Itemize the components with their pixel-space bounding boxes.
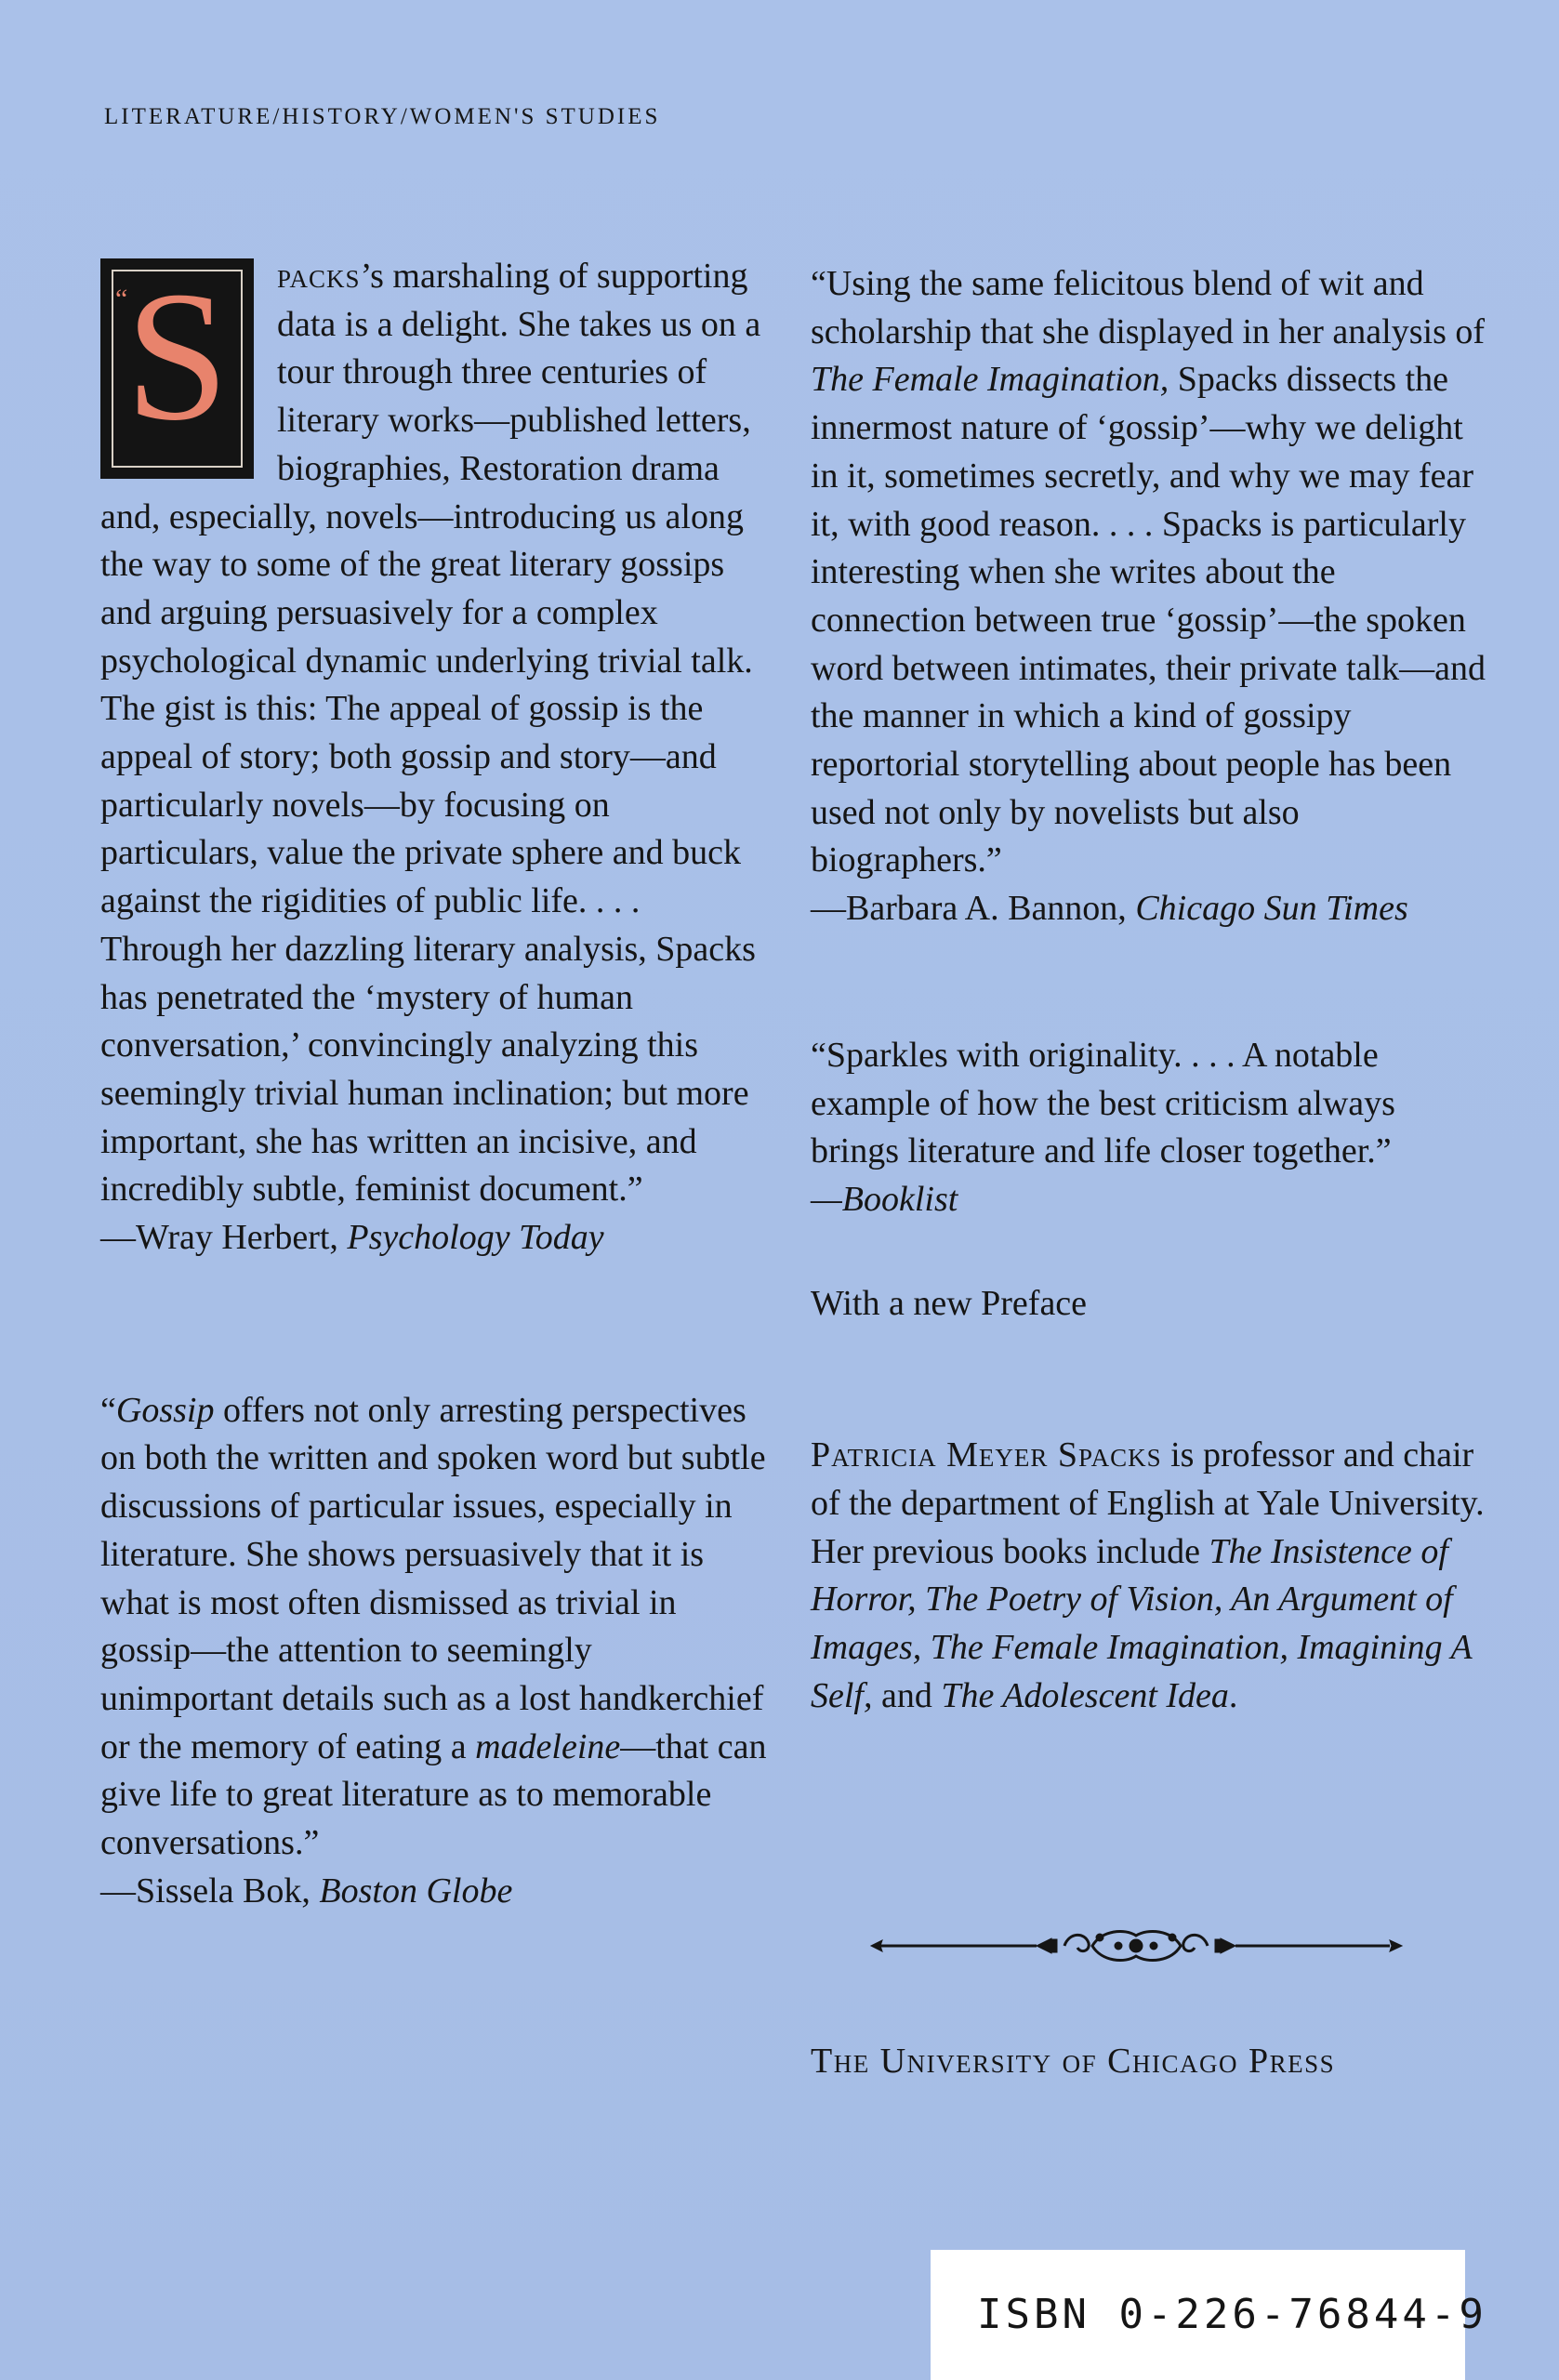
quote-text-b: —that can give life to great literature as to memorable conversations.” [100,1726,767,1863]
right-column [811,260,1489,1721]
category-label: LITERATURE/HISTORY/WOMEN'S STUDIES [104,104,661,129]
dropcap-letter: S [125,254,230,459]
attribution-source: —Booklist [811,1179,958,1219]
bio-end: . [1228,1675,1238,1715]
quote-attribution [811,1176,1489,1224]
attribution-source: Chicago Sun Times [1135,889,1408,929]
left-column [100,253,770,1916]
bio-text-b: and [872,1675,942,1715]
attribution-source: Psychology Today [347,1218,604,1258]
author-name: Patricia Meyer Spacks [811,1435,1162,1475]
review-quote-herbert [100,253,770,1214]
quote-text-a: offers not only arresting perspectives on both the written and spoken word but subtle discussions of particular issues, especially in literature. She shows persuasively that it is what is most often dismissed as trivial in gossip—the attention to seemingly unimportant details such as a lost handkerchief or the memory of eating a [100,1390,766,1766]
attribution-name: —Wray Herbert, [100,1218,348,1258]
dropcap-quote-mark: “ [115,284,128,314]
bio-text-a: is professor and chair of the department of English at Yale University. Her previous books include [811,1435,1485,1571]
review-quote-booklist: “Sparkles with originality. . . . A notable example of how the best criticism always brings literature and life closer together.” [811,1035,1395,1171]
attribution-source: Boston Globe [319,1871,513,1911]
open-quote: “ [100,1390,116,1430]
quote-attribution [100,1868,770,1916]
quote-title: The Female Imagination, [811,360,1169,400]
preface-note: With a new Preface [811,1283,1088,1323]
isbn-label [931,2250,1487,2380]
attribution-name: —Sissela Bok, [100,1871,320,1911]
quote-title: Gossip [115,1390,215,1430]
quote-lead-word: packs [277,257,361,296]
quote-text-a: “Using the same felicitous blend of wit and scholarship that she displayed in her analysis of [811,264,1486,351]
bio-last-book: The Adolescent Idea [941,1675,1229,1715]
quote-text: ’s marshaling of supporting data is a delight. She takes us on a tour through three centuries of literary works—published letters, biographies, Restoration drama and, especially, novels—introducing us along the way to some of the great literary gossips and arguing persuasively for a complex psychological dynamic underlying trivial talk. The gist is this: The appeal of gossip is the appeal of story; both gossip and story—and particularly novels—by focusing on particulars, value the private sphere and buck against the rigidities of public life. . . . Through her dazzling literary analysis, Spacks has penetrated the ‘mystery of human conversation,’ convincingly analyzing this seemingly trivial human inclination; but more important, she has written an incisive, and incredibly subtle, feminist document.” [100,257,761,1210]
bio-books: The Insistence of Horror, The Poetry of Vision, An Argument of Images, The Female Imagination, Imagining A Self, [811,1531,1473,1715]
isbn-number: ISBN 0-226-76844-9 [977,2291,1487,2338]
quote-attribution [100,1214,770,1263]
review-quote-bok [100,1387,770,1868]
publisher-name: The University of Chicago Press [811,2042,1336,2081]
review-quote-bannon [811,260,1489,885]
quote-text-b: Spacks dissects the innermost nature of ‘gossip’—why we delight in it, sometimes secretly, and why we may fear it, with good reason. . . . Spacks is particularly interesting when she writes about the connection between true ‘gossip’—the spoken word between intimates, their private talk—and the manner in which a kind of gossipy reportorial storytelling about people has been used not only by novelists but also biographers.” [811,360,1486,880]
author-bio [811,1432,1489,1720]
quote-attribution [811,885,1489,933]
ornament-divider-icon [869,1923,1404,1969]
quote-italic-word: madeleine [475,1726,621,1766]
dropcap [100,254,254,479]
attribution-name: —Barbara A. Bannon, [811,889,1136,929]
